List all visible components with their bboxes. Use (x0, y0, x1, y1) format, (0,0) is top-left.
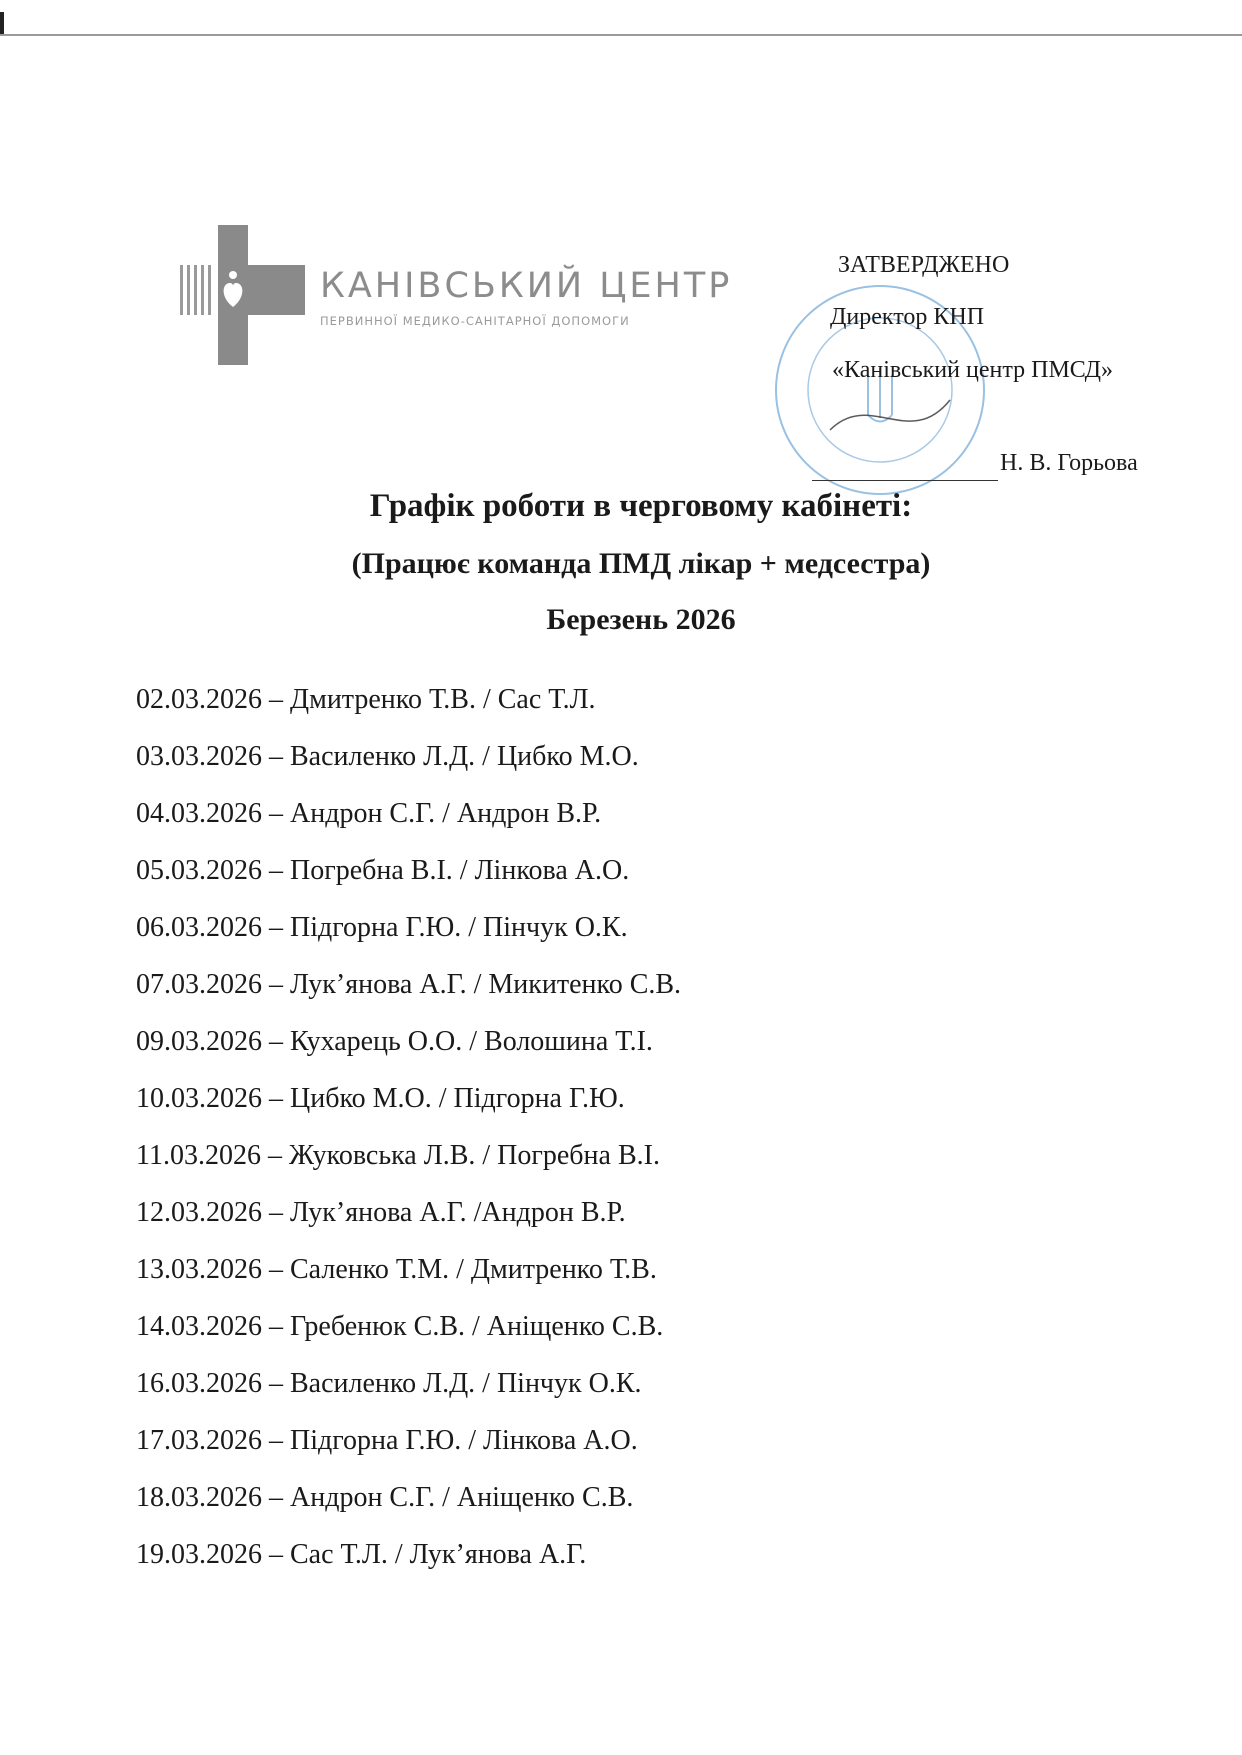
organization-logo (180, 225, 733, 365)
logo-title: КАНІВСЬКИЙ ЦЕНТР (320, 266, 733, 306)
schedule-entry: 14.03.2026 – Гребенюк С.В. / Аніщенко С.В. (136, 1311, 664, 1342)
director-name: Н. В. Горьова (1000, 450, 1138, 476)
page-subtitle: (Працює команда ПМД лікар + медсестра) (351, 547, 931, 580)
schedule-entry: 05.03.2026 – Погребна В.І. / Лінкова А.О. (136, 855, 630, 886)
schedule-entry: 04.03.2026 – Андрон С.Г. / Андрон В.Р. (136, 798, 602, 829)
schedule-entry: 18.03.2026 – Андрон С.Г. / Аніщенко С.В. (136, 1482, 634, 1513)
director-position: Директор КНП (830, 304, 985, 330)
scan-top-border (0, 34, 1242, 36)
cross-heart-logo-icon (180, 225, 305, 365)
heading (0, 488, 1242, 637)
schedule-entry: 09.03.2026 – Кухарець О.О. / Волошина Т.І. (136, 1026, 653, 1057)
page-title: Графік роботи в черговому кабінеті: (369, 488, 913, 524)
schedule-month: Березень 2026 (546, 603, 736, 636)
signature-line (812, 480, 998, 481)
schedule-entry: 02.03.2026 – Дмитренко Т.В. / Сас Т.Л. (136, 684, 596, 715)
logo-subtitle: ПЕРВИННОЇ МЕДИКО-САНІТАРНОЇ ДОПОМОГИ (320, 314, 630, 328)
schedule-entry: 10.03.2026 – Цибко М.О. / Підгорна Г.Ю. (136, 1083, 625, 1114)
schedule-entry: 19.03.2026 – Сас Т.Л. / Лук’янова А.Г. (136, 1539, 587, 1570)
schedule-entry: 12.03.2026 – Лук’янова А.Г. /Андрон В.Р. (136, 1197, 626, 1228)
scan-edge-mark (0, 12, 4, 36)
schedule-entry: 03.03.2026 – Василенко Л.Д. / Цибко М.О. (136, 741, 639, 772)
schedule-entry: 11.03.2026 – Жуковська Л.В. / Погребна В.І. (136, 1140, 660, 1171)
duty-schedule-list (136, 680, 681, 1592)
approved-label: ЗАТВЕРДЖЕНО (838, 252, 1010, 278)
schedule-entry: 17.03.2026 – Підгорна Г.Ю. / Лінкова А.О. (136, 1425, 638, 1456)
schedule-entry: 06.03.2026 – Підгорна Г.Ю. / Пінчук О.К. (136, 912, 628, 943)
schedule-entry: 13.03.2026 – Саленко Т.М. / Дмитренко Т.В. (136, 1254, 657, 1285)
organization-name: «Канівський центр ПМСД» (832, 357, 1113, 383)
schedule-entry: 16.03.2026 – Василенко Л.Д. / Пінчук О.К. (136, 1368, 642, 1399)
schedule-entry: 07.03.2026 – Лук’янова А.Г. / Микитенко С.В. (136, 969, 682, 1000)
